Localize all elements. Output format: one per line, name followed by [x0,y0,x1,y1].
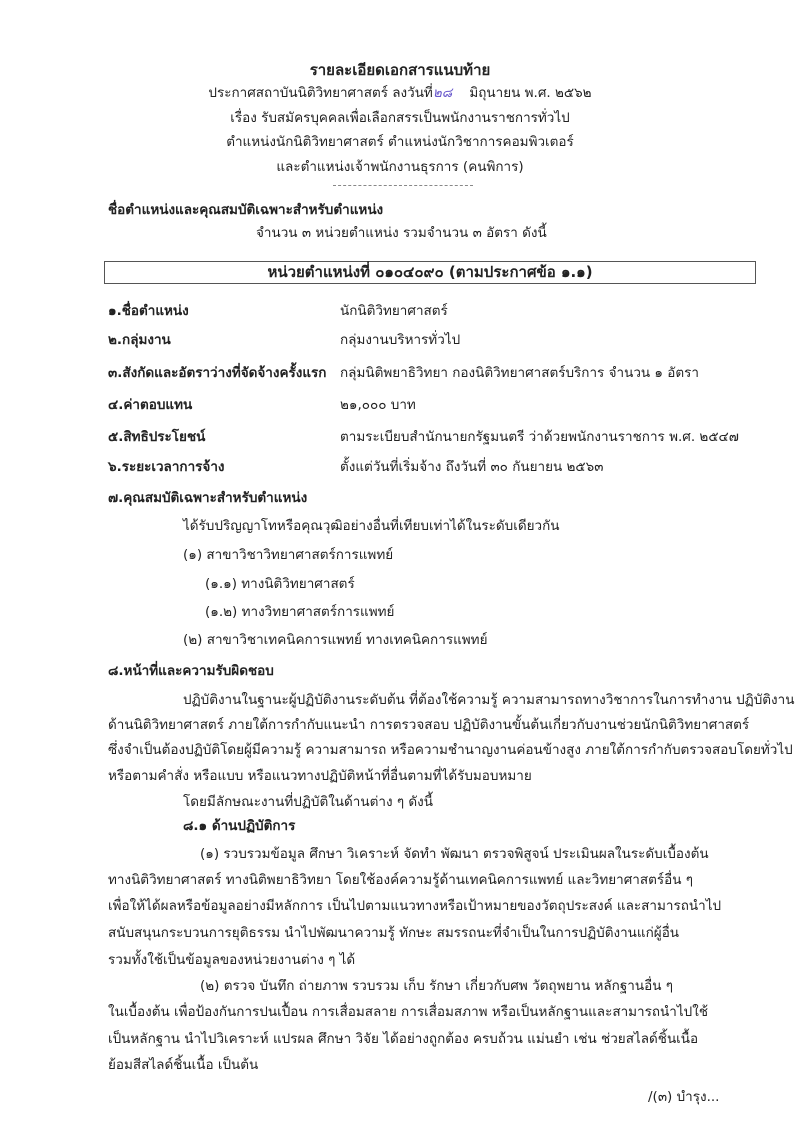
summary-count: จำนวน ๓ หน่วยตำแหน่ง รวมจำนวน ๓ อัตรา ดังนี้ [256,225,547,241]
field-value-position-name: นักนิติวิทยาศาสตร์ [340,303,448,319]
field-label-benefits: ๕.สิทธิประโยชน์ [108,429,206,445]
qualification-item: (๒) สาขาวิชาเทคนิคการแพทย์ ทางเทคนิคการแพทย์ [183,632,488,648]
duties-characteristics: โดยมีลักษณะงานที่ปฏิบัติในด้านต่าง ๆ ดังนี้ [183,794,433,810]
field-label-employment-period: ๖.ระยะเวลาการจ้าง [108,459,225,475]
field-label-compensation: ๔.ค่าตอบแทน [108,397,193,413]
duties-paragraph-line: ด้านนิติวิทยาศาสตร์ ภายใต้การกำกับแนะนำ การตรวจสอบ ปฏิบัติงานขั้นต้นเกี่ยวกับงานช่วยนักนิติวิทยาศาสตร์ [108,717,750,733]
qualification-item: (๑) สาขาวิชาวิทยาศาสตร์การแพทย์ [183,547,394,563]
unit-title-box: หน่วยตำแหน่งที่ ๐๑๐๔๐๙๐ (ตามประกาศข้อ ๑.๑) [104,261,756,284]
field-value-employment-period: ตั้งแต่วันที่เริ่มจ้าง ถึงวันที่ ๓๐ กันยายน ๒๕๖๓ [340,459,604,475]
announcement-prefix: ประกาศสถาบันนิติวิทยาศาสตร์ ลงวันที่ [208,85,433,101]
divider [333,185,473,186]
field-label-affiliation: ๓.สังกัดและอัตราว่างที่จัดจ้างครั้งแรก [108,365,327,381]
field-label-work-group: ๒.กลุ่มงาน [108,332,171,348]
duty-item-1-line: รวมทั้งใช้เป็นข้อมูลของหน่วยงานต่าง ๆ ได้ [108,952,356,968]
duties-paragraph-line: หรือตามคำสั่ง หรือแบบ หรือแนวทางปฏิบัติหน้าที่อื่นตามที่ได้รับมอบหมาย [108,768,532,784]
subject-line: เรื่อง รับสมัครบุคคลเพื่อเลือกสรรเป็นพนักงานราชการทั่วไป [230,110,570,126]
announcement-suffix: มิถุนายน พ.ศ. ๒๕๖๒ [469,85,592,101]
duty-item-2-line: ในเบื้องต้น เพื่อป้องกันการปนเปื้อน การเสื่อมสลาย การเสื่อมสภาพ หรือเป็นหลักฐานและสามารถนำไปใช้ [108,1004,708,1020]
field-value-benefits: ตามระเบียบสำนักนายกรัฐมนตรี ว่าด้วยพนักงานราชการ พ.ศ. ๒๕๔๗ [340,429,739,445]
summary-heading: ชื่อตำแหน่งและคุณสมบัติเฉพาะสำหรับตำแหน่ง [108,202,384,218]
duty-item-2-line: เป็นหลักฐาน นำไปวิเคราะห์ แปรผล ศึกษา วิจัย ได้อย่างถูกต้อง ครบถ้วน แม่นยำ เช่น ช่วยสไลด์ชิ้นเนื้อ [108,1031,699,1047]
positions-line-2: และตำแหน่งเจ้าพนักงานธุรการ (คนพิการ) [276,159,524,175]
duty-item-2-line: ย้อมสีสไลด์ชิ้นเนื้อ เป็นต้น [108,1057,259,1073]
qualification-subitem: (๑.๑) ทางนิติวิทยาศาสตร์ [205,576,355,592]
qualifications-intro: ได้รับปริญญาโทหรือคุณวุฒิอย่างอื่นที่เทียบเท่าได้ในระดับเดียวกัน [183,518,560,534]
duty-item-1-line: (๑) รวบรวมข้อมูล ศึกษา วิเคราะห์ จัดทำ พัฒนา ตรวจพิสูจน์ ประเมินผลในระดับเบื้องต้น [200,846,709,862]
field-label-position-name: ๑.ชื่อตำแหน่ง [108,303,189,319]
handwritten-day: ๒๘ [432,85,453,101]
duty-item-2-line: (๒) ตรวจ บันทึก ถ่ายภาพ รวบรวม เก็บ รักษา เกี่ยวกับศพ วัตถุพยาน หลักฐานอื่น ๆ [200,978,673,994]
document-title: รายละเอียดเอกสารแนบท้าย [309,61,491,79]
duties-paragraph-line: ปฏิบัติงานในฐานะผู้ปฏิบัติงานระดับต้น ที่ต้องใช้ความรู้ ความสามารถทางวิชาการในการทำงาน ปฏิบัติงาน [183,692,795,708]
announcement-line [0,81,800,103]
field-value-work-group: กลุ่มงานบริหารทั่วไป [340,332,461,348]
qualifications-heading: ๗.คุณสมบัติเฉพาะสำหรับตำแหน่ง [108,490,308,506]
duties-heading: ๘.หน้าที่และความรับผิดชอบ [108,663,274,679]
field-value-compensation: ๒๑,๐๐๐ บาท [340,397,416,413]
duty-item-1-line: เพื่อให้ได้ผลหรือข้อมูลอย่างมีหลักการ เป็นไปตามแนวทางหรือเป้าหมายของวัตถุประสงค์ และสามารถนำไป [108,898,722,914]
duty-item-1-line: ทางนิติวิทยาศาสตร์ ทางนิติพยาธิวิทยา โดยใช้องค์ความรู้ด้านเทคนิคการแพทย์ และวิทยาศาสตร์อื่น ๆ [108,872,694,888]
duties-paragraph-line: ซึ่งจำเป็นต้องปฏิบัติโดยผู้มีความรู้ ความสามารถ หรือความชำนาญงานค่อนข้างสูง ภายใต้การกำกับตรวจสอบโดยทั่วไป [108,742,793,758]
positions-line: ตำแหน่งนักนิติวิทยาศาสตร์ ตำแหน่งนักวิชาการคอมพิวเตอร์ [226,134,574,150]
field-value-affiliation: กลุ่มนิติพยาธิวิทยา กองนิติวิทยาศาสตร์บริการ จำนวน ๑ อัตรา [340,365,699,381]
duty-item-1-line: สนับสนุนกระบวนการยุติธรรม นำไปพัฒนาความรู้ ทักษะ สมรรถนะที่จำเป็นในการปฏิบัติงานแก่ผู้อื่น [108,925,680,941]
qualification-subitem: (๑.๒) ทางวิทยาศาสตร์การแพทย์ [205,604,395,620]
duties-subheading: ๘.๑ ด้านปฏิบัติการ [183,818,296,834]
continuation-marker: /(๓) บำรุง... [648,1089,720,1105]
